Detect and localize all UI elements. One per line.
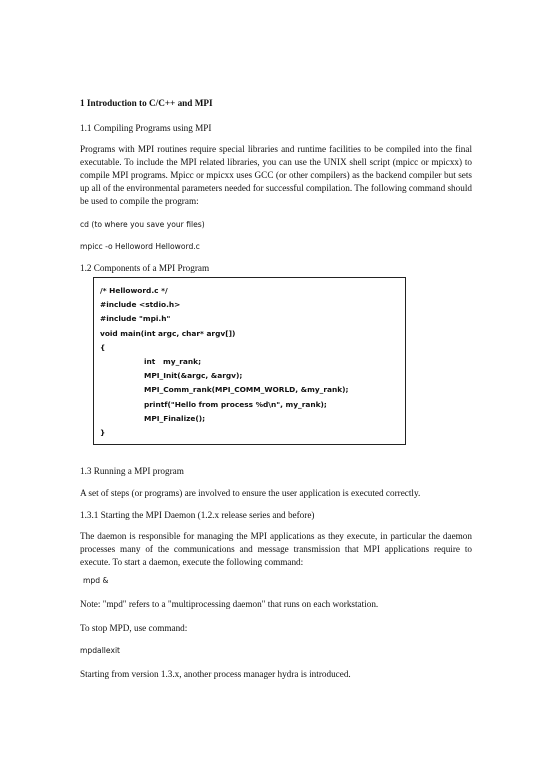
code-line: MPI_Comm_rank(MPI_COMM_WORLD, &my_rank);: [144, 385, 349, 395]
code-line: int my_rank;: [144, 357, 202, 367]
code-line: }: [100, 428, 106, 438]
section-heading: 1 Introduction to C/C++ and MPI: [80, 98, 213, 108]
code-line: printf("Hello from process %d\n", my_rank);: [144, 399, 327, 409]
code-line: MPI_Init(&argc, &argv);: [144, 371, 243, 381]
code-listing-box: [93, 277, 406, 445]
code-line: void main(int argc, char* argv[]): [100, 328, 236, 338]
code-line: /* Helloword.c */: [100, 286, 168, 295]
paragraph-running: A set of steps (or programs) are involved to ensure the user application is executed correctly.: [80, 488, 421, 498]
command-mpdallexit: mpdallexit: [80, 646, 121, 655]
code-line: {: [100, 342, 106, 352]
code-line: #include <stdio.h>: [100, 300, 181, 310]
paragraph-compiling: Programs with MPI routines require special libraries and runtime facilities to be compiled into the final executable. To include the MPI related libraries, you can use the UNIX shell script (mpicc or mpicxx) to compile MPI programs. Mpicc or mpicxx uses GCC (or other compilers) as the backend compiler but sets up all of the environmental parameters needed for successful compilation. The following command should be used to compile the program:: [80, 144, 472, 206]
subsection-heading-1-3: 1.3 Running a MPI program: [80, 466, 184, 476]
paragraph-daemon: The daemon is responsible for managing the MPI applications as they execute, in particular the daemon processes many of the communications and message transmission that MPI applications require to execute. To start a daemon, execute the following command:: [80, 531, 472, 567]
subsection-heading-1-3-1: 1.3.1 Starting the MPI Daemon (1.2.x release series and before): [80, 510, 315, 520]
command-mpicc: mpicc -o Helloword Helloword.c: [80, 242, 200, 251]
paragraph-hydra: Starting from version 1.3.x, another process manager hydra is introduced.: [80, 669, 351, 679]
paragraph-stop-mpd: To stop MPD, use command:: [80, 623, 188, 633]
command-cd: cd (to where you save your files): [80, 220, 205, 229]
note-mpd: Note: "mpd" refers to a "multiprocessing daemon" that runs on each workstation.: [80, 599, 379, 609]
subsection-heading-1-1: 1.1 Compiling Programs using MPI: [80, 123, 212, 133]
command-mpd: mpd &: [83, 576, 109, 585]
subsection-heading-1-2: 1.2 Components of a MPI Program: [80, 263, 210, 273]
code-line: MPI_Finalize();: [144, 413, 206, 423]
code-line: #include "mpi.h": [100, 314, 171, 324]
